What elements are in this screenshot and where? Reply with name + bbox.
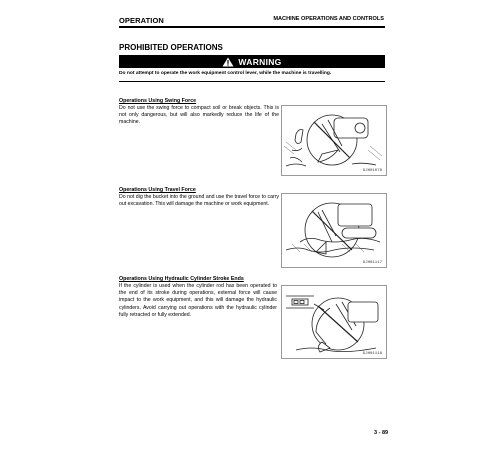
section-swing-force xyxy=(119,98,279,127)
swing-force-illustration xyxy=(282,106,386,175)
header-chapter-title: MACHINE OPERATIONS AND CONTROLS xyxy=(273,16,384,22)
warning-banner xyxy=(119,55,385,68)
header-rule xyxy=(119,26,385,28)
section-heading: Operations Using Travel Force xyxy=(119,187,196,193)
warning-label: WARNING xyxy=(238,56,282,67)
figure-code: 9JH01117 xyxy=(362,261,382,265)
section-body: Do not dig the bucket into the ground and use the travel force to carry out excavation. This will damage the machine or work equipment. xyxy=(119,194,279,208)
figure-code: 9JH01078 xyxy=(362,169,382,173)
warning-triangle-icon xyxy=(222,57,234,67)
page-title: PROHIBITED OPERATIONS xyxy=(119,43,223,52)
figure-cylinder-stroke xyxy=(281,285,387,359)
figure-code: 9JH01118 xyxy=(362,352,382,356)
travel-force-illustration xyxy=(282,194,386,267)
header-section-title: OPERATION xyxy=(119,16,164,25)
section-body: Do not use the swing force to compact soil or break objects. This is not only dangerous, but will also markedly reduce the life of the machine. xyxy=(119,105,279,126)
section-body: If the cylinder is used when the cylinder rod has been operated to the end of its stroke during operations, external force will cause impact to the work equipment, and this will damage the hydraulic cylinders. Avoid carrying out operations with the hydraulic cylinder fully retracted or fully extended. xyxy=(119,283,277,318)
section-travel-force xyxy=(119,187,279,208)
section-cylinder-stroke-ends xyxy=(119,276,277,319)
figure-swing-force xyxy=(281,105,387,176)
cylinder-stroke-illustration xyxy=(282,286,386,358)
section-heading: Operations Using Swing Force xyxy=(119,98,197,104)
warning-rule xyxy=(119,81,385,82)
figure-travel-force xyxy=(281,193,387,268)
page-number: 3 - 89 xyxy=(374,430,389,436)
section-heading: Operations Using Hydraulic Cylinder Stroke Ends xyxy=(119,276,244,282)
warning-text: Do not attempt to operate the work equipment control lever, while the machine is travelling. xyxy=(119,71,332,76)
